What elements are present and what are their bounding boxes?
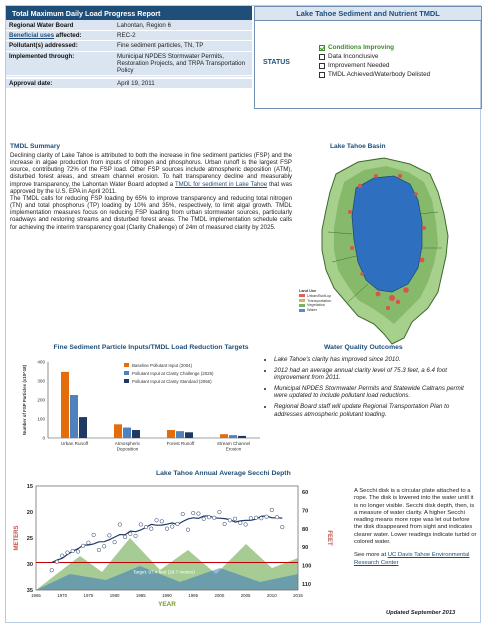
x-tick-label: Stream Channel Erosion xyxy=(216,441,251,452)
data-point xyxy=(223,522,227,526)
checked-checkbox-icon[interactable] xyxy=(319,45,325,51)
data-point xyxy=(170,525,174,529)
legend-label: Baseline Pollutant Input (2004) xyxy=(132,363,193,368)
y-tick-label: 15 xyxy=(26,484,33,490)
x-tick-label: 2005 xyxy=(240,593,251,598)
secchi-depth-chart xyxy=(10,478,350,608)
x-tick-label: Forest Runoff xyxy=(166,441,195,446)
bar xyxy=(79,417,87,438)
status-option[interactable] xyxy=(319,70,430,79)
data-point xyxy=(92,533,96,537)
info-key: Approval date: xyxy=(9,80,53,88)
legend-label: Vegetation xyxy=(307,303,325,308)
data-point xyxy=(134,534,138,538)
data-point xyxy=(87,541,91,545)
map-legend xyxy=(299,289,331,313)
data-point xyxy=(97,548,101,552)
data-point xyxy=(60,554,64,558)
secchi-heading: Lake Tahoe Annual Average Secchi Depth xyxy=(156,470,291,477)
data-point xyxy=(66,551,70,555)
y2-tick-label: 80 xyxy=(302,526,309,533)
data-point xyxy=(197,512,201,516)
data-point xyxy=(76,550,80,554)
data-point xyxy=(55,560,59,564)
y-tick-label: 30 xyxy=(26,562,33,568)
report-title: Total Maximum Daily Load Progress Report xyxy=(6,6,252,20)
data-point xyxy=(270,508,274,512)
x-tick-label: 2000 xyxy=(214,593,225,598)
data-point xyxy=(129,532,133,536)
x-tick-label: 2015 xyxy=(293,593,303,598)
data-point xyxy=(260,516,264,520)
data-point xyxy=(280,525,284,529)
info-row-board xyxy=(6,21,252,31)
summary-heading: TMDL Summary xyxy=(10,143,61,150)
report-header xyxy=(6,6,252,89)
y2-tick-label: 60 xyxy=(302,490,309,496)
data-point xyxy=(113,540,117,544)
data-point xyxy=(160,520,164,524)
x-tick-label: 1970 xyxy=(57,593,68,598)
x-tick-label: Urban Runoff xyxy=(60,441,89,446)
status-label: STATUS xyxy=(263,59,290,66)
legend-label: Transportation xyxy=(307,298,332,303)
bar xyxy=(229,435,237,438)
data-point xyxy=(102,545,106,549)
bar xyxy=(220,434,228,438)
data-point xyxy=(81,544,85,548)
summary-text-part: Declining clarity of Lake Tahoe is attributed to both the increase in fine sediment particles (FSP) and the increase in algae production from inputs of nitrogen and phosphorus. Urban runoff is the largest FSP source, contributing 72% of the FSP load. Other FSP sources include atmospheric deposition (ATM), disturbed forest areas, and stream channel erosion. To halt transparency decline and measurably improve transparency, the Lahontan Water Board adopted a xyxy=(10,152,292,188)
data-point xyxy=(228,519,232,523)
y-tick-label: 300 xyxy=(37,378,45,384)
y2-tick-label: 70 xyxy=(302,508,309,515)
beneficial-uses-link[interactable]: Beneficial uses xyxy=(9,32,55,40)
bar xyxy=(167,430,175,438)
info-key: Pollutant(s) addressed: xyxy=(9,42,78,50)
data-point xyxy=(71,549,75,553)
data-point xyxy=(191,511,195,515)
bar xyxy=(114,424,122,438)
data-point xyxy=(239,521,243,525)
data-point xyxy=(155,519,159,523)
y2-tick-label: 110 xyxy=(302,582,312,588)
data-point xyxy=(218,510,222,514)
legend-swatch xyxy=(124,363,129,367)
basin-heading: Lake Tahoe Basin xyxy=(330,143,386,150)
status-option-label: Data Inconclusive xyxy=(328,53,379,60)
tmdl-sediment-link[interactable]: TMDL for sediment in Lake Tahoe xyxy=(174,180,268,188)
legend-item xyxy=(299,308,331,313)
legend-swatch xyxy=(299,309,305,312)
y-axis-label: Number of FSP Particles (x10^18) xyxy=(22,364,27,436)
bar-chart-heading: Fine Sediment Particle Inputs/TMDL Load Reduction Targets xyxy=(53,344,249,351)
info-row-uses xyxy=(6,31,252,41)
status-option-label: Improvement Needed xyxy=(328,62,390,69)
outcome-item: • 2012 had an average annual clarity level of 75.3 feet, a 6.4 foot improvement from 2011. xyxy=(274,367,476,382)
status-option[interactable] xyxy=(319,43,430,52)
bar xyxy=(238,436,246,438)
x-tick-label: 1985 xyxy=(135,593,146,598)
see-more xyxy=(354,552,478,567)
y-tick-label: 200 xyxy=(37,397,45,403)
legend-title: Land Use xyxy=(299,289,317,293)
legend-label: Water xyxy=(307,308,317,313)
data-point xyxy=(176,522,180,526)
data-point xyxy=(265,515,269,519)
summary-paragraph-1 xyxy=(10,152,292,195)
legend-swatch xyxy=(124,379,129,383)
legend-label: Pollutant Input at Clarity Standard (2066) xyxy=(132,379,212,384)
data-point xyxy=(186,528,190,532)
outcomes-list xyxy=(264,356,476,421)
info-value: REC-2 xyxy=(117,32,136,40)
report-page xyxy=(5,5,481,623)
data-point xyxy=(118,523,122,527)
bar xyxy=(123,428,131,438)
data-point xyxy=(50,568,54,572)
bar xyxy=(185,432,193,438)
info-row-pollutants xyxy=(6,41,252,51)
x-tick-label: 2010 xyxy=(266,593,277,598)
bar xyxy=(61,372,69,438)
data-point xyxy=(139,523,143,527)
checkbox-icon[interactable] xyxy=(319,54,325,60)
info-row-approval xyxy=(6,79,252,89)
info-key xyxy=(6,31,114,40)
legend-label: Urban/Built-up xyxy=(307,293,332,298)
info-value: Municipal NPDES Stormwater Permits, Restoration Projects, and TRPA Transportation Policy xyxy=(117,52,246,75)
y-tick-label: 100 xyxy=(37,416,45,422)
x-tick-label: 1990 xyxy=(162,593,172,598)
data-point xyxy=(108,534,112,538)
x-axis-label: YEAR xyxy=(158,601,176,608)
summary-paragraph-2: The TMDL calls for reducing FSP loading by 65% to improve transparency and reducing total nitrogen (TN) and total phosphorus (TP) loading by 10% and 35%, respectively, to limit algal growth. TMDL implementation measures focus on reducing FSP loading from urban stormwater sources, particularly roadways and restoring streams and disturbed forest areas. The TMDL implementation schedule calls for achieving the interim transparency goal (Clarity Challenge) of 24m of measured clarity by 2025. xyxy=(10,194,292,231)
y2-tick-label: 90 xyxy=(302,545,309,552)
x-tick-label: 1995 xyxy=(188,593,199,598)
y-axis-label: METERS xyxy=(14,525,20,551)
info-table xyxy=(6,20,252,77)
status-option-label: Conditions Improving xyxy=(328,44,395,51)
legend-swatch xyxy=(299,304,305,307)
info-value: Lahontan, Region 6 xyxy=(117,22,172,29)
data-point xyxy=(275,515,279,519)
info-key: Implemented through: xyxy=(9,52,75,60)
data-point xyxy=(144,525,148,529)
secchi-description xyxy=(354,488,478,567)
data-point xyxy=(212,516,216,520)
checkbox-icon[interactable] xyxy=(319,63,325,69)
info-value: April 19, 2011 xyxy=(117,80,155,88)
x-tick-label: 1975 xyxy=(83,593,94,598)
status-option-label: TMDL Achieved/Waterbody Delisted xyxy=(328,71,431,78)
info-value: Fine sediment particles, TN, TP xyxy=(117,42,204,50)
x-tick-label: 1980 xyxy=(109,593,120,598)
checkbox-icon[interactable] xyxy=(319,72,325,78)
outcomes-heading: Water Quality Outcomes xyxy=(324,344,403,351)
x-tick-label: Atmospheric Deposition xyxy=(114,441,141,452)
y-tick-label: 0 xyxy=(42,435,45,441)
legend-swatch xyxy=(299,294,305,297)
data-point xyxy=(244,523,248,527)
bar xyxy=(176,431,184,438)
uc-davis-link[interactable]: UC Davis Tahoe Environmental Research Center xyxy=(354,552,470,566)
status-box xyxy=(254,6,482,109)
status-box-title: Lake Tahoe Sediment and Nutrient TMDL xyxy=(255,7,481,21)
y-tick-label: 25 xyxy=(26,536,33,542)
see-more-prefix: See more at xyxy=(354,552,388,559)
status-option[interactable] xyxy=(319,52,430,61)
summary-text-part: that was approved by the U.S. EPA in April 2011. xyxy=(10,180,292,195)
bar xyxy=(70,395,78,438)
status-options xyxy=(319,43,430,79)
target-label: Target: 97.4 feet (29.7 meters) xyxy=(133,569,195,575)
y2-tick-label: 100 xyxy=(302,563,312,570)
y-tick-label: 400 xyxy=(37,359,45,365)
info-row-implemented xyxy=(6,52,252,77)
x-tick-label: 1965 xyxy=(31,593,41,598)
outcome-item: • Lake Tahoe's clarity has improved since 2010. xyxy=(274,356,476,364)
fsp-bar-chart xyxy=(10,354,272,466)
data-point xyxy=(207,515,211,519)
y2-axis-label: FEET xyxy=(326,530,332,546)
info-key-rest: affected: xyxy=(54,32,82,40)
updated-date: Updated September 2013 xyxy=(386,610,456,616)
data-point xyxy=(254,516,258,520)
summary-text xyxy=(10,152,292,231)
lake-tahoe-basin-map xyxy=(288,152,480,348)
secchi-description-text: A Secchi disk is a circular plate attached to a rope. The disk is lowered into the water until it is no longer visible. Secchi disk depth, then, is a measure of water clarity. A higher Secchi reading means more rope was let out before the disk disappeared from sight and indicates clearer water. Lower readings indicate turbid or colored water. xyxy=(354,488,477,546)
data-point xyxy=(149,527,153,531)
info-key: Regional Water Board xyxy=(9,22,74,29)
data-point xyxy=(202,517,206,521)
data-point xyxy=(249,516,253,520)
outcome-item: • Municipal NPDES Stormwater Permits and Statewide Caltrans permit were updated to include pollutant load reductions. xyxy=(274,385,476,400)
bar xyxy=(132,430,140,438)
y-tick-label: 35 xyxy=(26,588,33,594)
status-option[interactable] xyxy=(319,61,430,70)
legend-label: Pollutant Input at Clarity Challenge (2026) xyxy=(132,371,214,376)
data-point xyxy=(181,512,185,516)
outcome-item: • Regional Board staff will update Regional Transportation Plan to addresses atmospheric pollutant loading. xyxy=(274,403,476,418)
data-point xyxy=(123,535,127,539)
legend-swatch xyxy=(124,371,129,375)
data-point xyxy=(233,517,237,521)
legend-swatch xyxy=(299,299,305,302)
data-point xyxy=(165,527,169,531)
y-tick-label: 20 xyxy=(26,510,33,516)
